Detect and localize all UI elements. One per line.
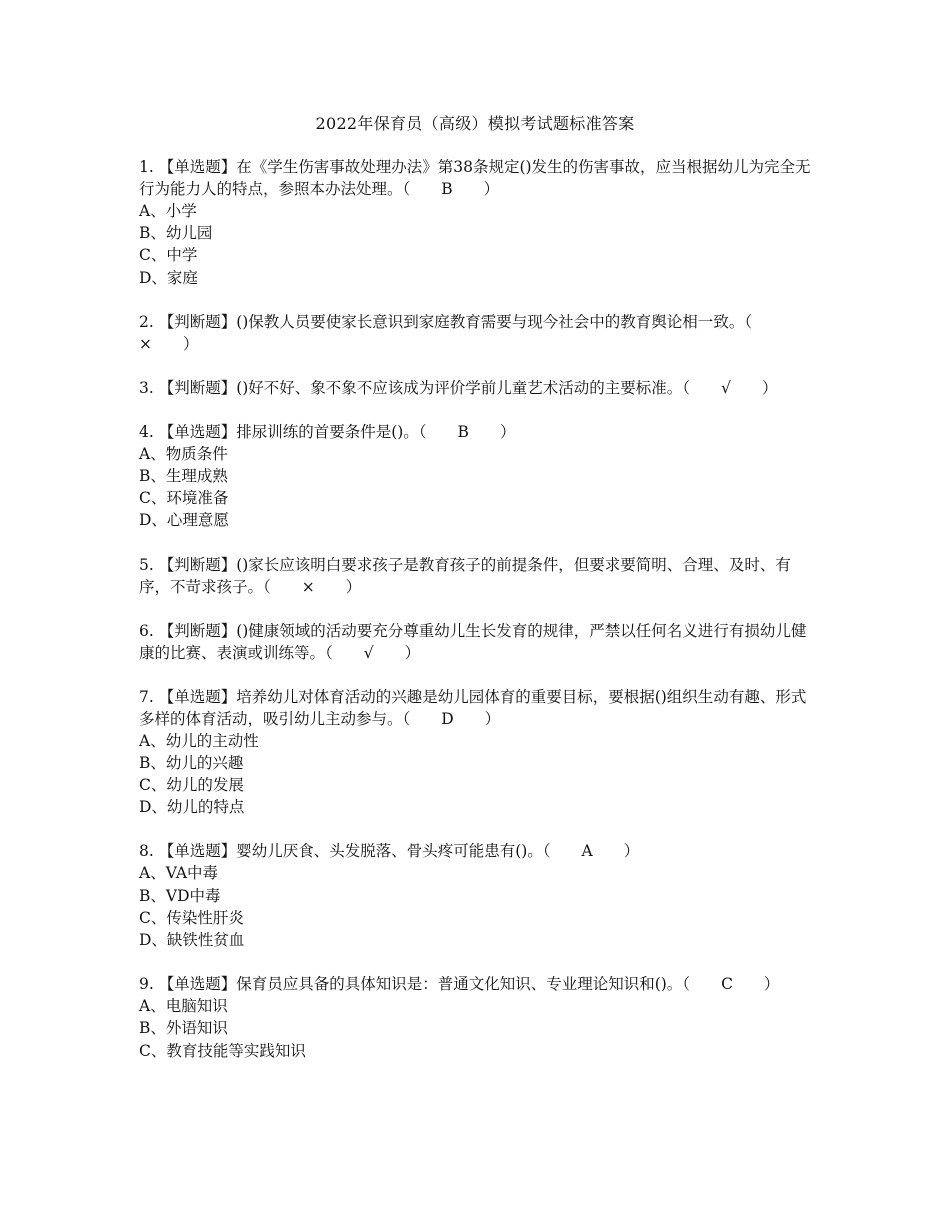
question-stem: 5. 【判断题】()家长应该明白要求孩子是教育孩子的前提条件，但要求要简明、合理、及时、有序，不苛求孩子。（ × ） xyxy=(139,555,791,596)
question-3 xyxy=(139,377,819,399)
option-b: B、VD中毒 xyxy=(139,886,221,905)
option-c: C、中学 xyxy=(139,246,198,265)
option-a: A、幼儿的主动性 xyxy=(139,731,259,750)
option-c: C、环境准备 xyxy=(139,489,229,508)
question-stem: 3. 【判断题】()好不好、象不象不应该成为评价学前儿童艺术活动的主要标准。（ √ ） xyxy=(139,378,778,397)
option-b: B、幼儿园 xyxy=(139,224,213,243)
question-7 xyxy=(139,686,819,819)
question-5 xyxy=(139,554,819,598)
question-6 xyxy=(139,620,819,664)
option-d: D、家庭 xyxy=(139,268,198,287)
question-stem: 2. 【判断题】()保教人员要使家长意识到家庭教育需要与现今社会中的教育舆论相一致。（ × ） xyxy=(139,312,784,353)
option-b: B、外语知识 xyxy=(139,1019,228,1038)
option-a: A、VA中毒 xyxy=(139,864,219,883)
question-stem: 1. 【单选题】在《学生伤害事故处理办法》第38条规定()发生的伤害事故，应当根据幼儿为完全无行为能力人的特点，参照本办法处理。（ B ） xyxy=(139,158,811,198)
question-stem: 9. 【单选题】保育员应具备的具体知识是：普通文化知识、专业理论知识和()。（ C ） xyxy=(139,975,780,994)
option-c: C、幼儿的发展 xyxy=(139,776,244,795)
option-d: D、缺铁性贫血 xyxy=(139,931,245,950)
question-stem: 6. 【判断题】()健康领域的活动要充分尊重幼儿生长发育的规律，严禁以任何名义进行有损幼儿健康的比赛、表演或训练等。（ √ ） xyxy=(139,621,807,662)
option-c: C、传染性肝炎 xyxy=(139,908,244,927)
question-1 xyxy=(139,156,819,289)
option-c: C、教育技能等实践知识 xyxy=(139,1041,306,1060)
question-8 xyxy=(139,840,819,951)
option-d: D、幼儿的特点 xyxy=(139,798,245,817)
question-2 xyxy=(139,311,819,355)
question-stem: 4. 【单选题】排尿训练的首要条件是()。（ B ） xyxy=(139,422,516,441)
option-a: A、小学 xyxy=(139,202,197,220)
question-9 xyxy=(139,973,819,1062)
question-list xyxy=(139,156,819,1084)
option-a: A、电脑知识 xyxy=(139,997,228,1016)
option-d: D、心理意愿 xyxy=(139,511,229,530)
question-stem: 7. 【单选题】培养幼儿对体育活动的兴趣是幼儿园体育的重要目标，要根据()组织生动有趣、形式多样的体育活动，吸引幼儿主动参与。（ D ） xyxy=(139,687,807,728)
option-b: B、幼儿的兴趣 xyxy=(139,753,244,772)
question-stem: 8. 【单选题】婴幼儿厌食、头发脱落、骨头疼可能患有()。（ A ） xyxy=(139,842,640,861)
option-a: A、物质条件 xyxy=(139,444,228,463)
option-b: B、生理成熟 xyxy=(139,467,228,486)
question-4 xyxy=(139,421,819,532)
page-title: 2022年保育员（高级）模拟考试题标准答案 xyxy=(315,114,635,133)
